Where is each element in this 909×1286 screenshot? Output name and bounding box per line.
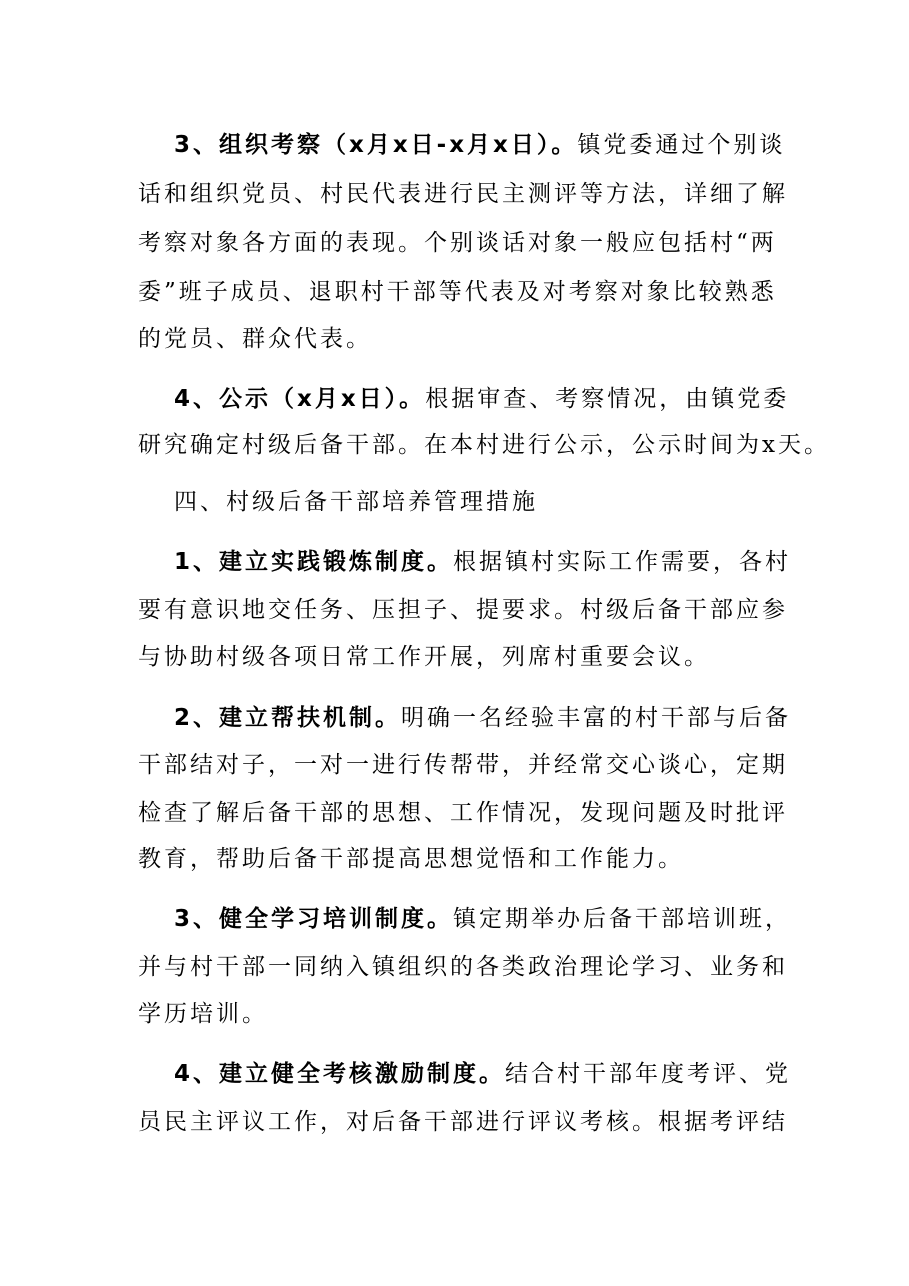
paragraph-line [174,702,791,734]
item-heading: 2、建立帮扶机制。 [174,705,402,731]
paragraph-line: 员民主评议工作，对后备干部进行评议考核。根据考评结 [138,1109,788,1135]
item-heading: 4、公示（x月x日）。 [174,386,426,412]
paragraph-line: 并与村干部一同纳入镇组织的各类政治理论学习、业务和 [138,954,788,980]
paragraph-line [174,1058,791,1090]
paragraph-line: 与协助村级各项日常工作开展，列席村重要会议。 [138,644,710,670]
paragraph-line: 研究确定村级后备干部。在本村进行公示，公示时间为x天。 [138,432,830,458]
paragraph-line: 要有意识地交任务、压担子、提要求。村级后备干部应参 [138,597,788,623]
paragraph-line: 考察对象各方面的表现。个别谈话对象一般应包括村“两 [138,230,777,256]
item-heading: 3、健全学习培训制度。 [174,906,454,932]
body-text: 明确一名经验丰富的村干部与后备 [401,705,792,731]
item-heading: 3、组织考察（x月x日-x月x日）。 [174,132,578,158]
paragraph-line: 学历培训。 [138,1001,268,1027]
paragraph-line: 委”班子成员、退职村干部等代表及对考察对象比较熟悉 [138,279,777,305]
body-text: 镇党委通过个别谈 [577,132,786,158]
paragraph-line [174,383,789,415]
body-text: 根据镇村实际工作需要，各村 [453,549,792,575]
paragraph-line [174,129,785,161]
item-heading: 1、建立实践锻炼制度。 [174,549,454,575]
body-text: 结合村干部年度考评、党 [505,1061,792,1087]
paragraph-line: 检查了解后备干部的思想、工作情况，发现问题及时批评 [138,800,788,826]
paragraph-line: 的党员、群众代表。 [138,326,372,352]
paragraph-line [174,903,791,935]
paragraph-line: 教育，帮助后备干部提高思想觉悟和工作能力。 [138,846,684,872]
item-heading: 4、建立健全考核激励制度。 [174,1061,506,1087]
paragraph-line: 干部结对子，一对一进行传帮带，并经常交心谈心，定期 [138,752,788,778]
section-heading: 四、村级后备干部培养管理措施 [174,489,538,515]
paragraph-line [174,546,791,578]
paragraph-line: 话和组织党员、村民代表进行民主测评等方法，详细了解 [138,181,788,207]
body-text: 镇定期举办后备干部培训班， [453,906,792,932]
body-text: 根据审查、考察情况，由镇党委 [425,386,790,412]
